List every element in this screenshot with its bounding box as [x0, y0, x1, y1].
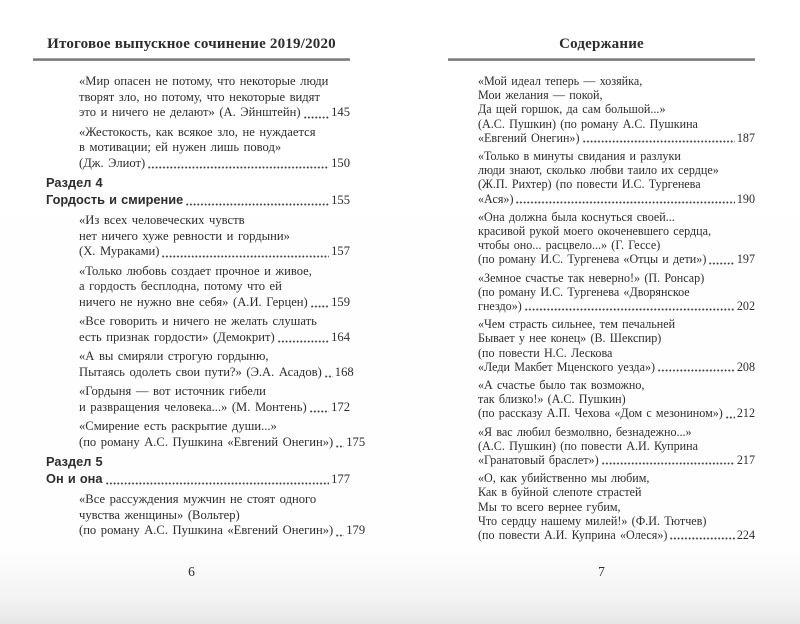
- toc-entry: [33, 264, 350, 311]
- toc-entry-end-text: есть признак гордости» (Демокрит): [79, 329, 275, 344]
- toc-line: «Только в минуты свидания и разлуки: [478, 149, 681, 164]
- toc-entry: [33, 384, 350, 415]
- dot-leader: [726, 416, 735, 419]
- toc-entry: [33, 349, 354, 380]
- toc-line-with-pageref: [79, 330, 350, 346]
- toc-entry-end-text: «Ася»): [478, 191, 514, 206]
- toc-line: Бывает у нее конец» (В. Шекспир): [478, 331, 662, 346]
- toc-entry-end-text: (по рассказу А.П. Чехова «Дом с мезонином»): [478, 406, 723, 421]
- toc-entries-right: [448, 74, 755, 542]
- toc-line: а гордость бесплодна, потому что ей: [79, 279, 282, 293]
- dot-leader: [525, 308, 735, 311]
- dot-leader: [336, 445, 344, 448]
- toc-line-with-pageref: [79, 400, 350, 416]
- toc-entry-end-text: (по повести А.И. Куприна «Олеся»): [478, 528, 668, 543]
- toc-line: нет ничего хуже ревности и гордыни»: [79, 228, 290, 243]
- toc-line: Раздел 5: [46, 454, 103, 469]
- dot-leader: [709, 262, 735, 265]
- toc-page-ref: 157: [331, 244, 350, 258]
- dot-leader: [278, 340, 329, 343]
- dot-leader: [186, 203, 329, 206]
- toc-line-with-pageref: [79, 364, 354, 381]
- toc-entry: [448, 317, 755, 374]
- toc-page-ref: 197: [736, 252, 755, 267]
- dot-leader: [516, 201, 734, 204]
- toc-line: Раздел 4: [46, 175, 103, 190]
- header-rule-left: [33, 58, 350, 61]
- dot-leader: [310, 410, 329, 413]
- page-number-right: 7: [598, 564, 605, 579]
- toc-entry-end-text: гнездо»): [478, 299, 522, 314]
- toc-entry: [448, 149, 755, 206]
- toc-page-ref: 187: [736, 130, 755, 145]
- toc-page-ref: 212: [736, 406, 755, 421]
- toc-entry: [33, 125, 350, 172]
- dot-leader: [658, 369, 735, 372]
- toc-entry-end-text: (Дж. Элиот): [79, 155, 146, 170]
- toc-line: «О, как убийственно мы любим,: [478, 471, 650, 486]
- toc-entry-end-text: Он и она: [46, 470, 103, 486]
- dot-leader: [670, 537, 734, 540]
- toc-entry-end-text: это и ничего не делают» (А. Эйнштейн): [79, 105, 301, 119]
- toc-entry: [448, 74, 755, 145]
- toc-page-ref: 175: [346, 434, 366, 449]
- toc-line: (по повести Н.С. Лескова: [478, 345, 613, 360]
- toc-line-with-pageref: [46, 192, 350, 209]
- toc-page-ref: 145: [331, 105, 350, 119]
- toc-entry: [448, 425, 755, 468]
- toc-section: [33, 454, 350, 487]
- dot-leader: [148, 166, 329, 169]
- toc-line: «Мир опасен не потому, что некоторые люди: [79, 74, 329, 88]
- toc-entry: [33, 492, 366, 539]
- toc-entry: [448, 378, 755, 421]
- dot-leader: [106, 482, 330, 485]
- toc-entry-end-text: ничего не нужно вне себя» (А.И. Герцен): [79, 294, 308, 309]
- toc-line-with-pageref: [478, 528, 755, 542]
- toc-line: Мы то всего вернее губим,: [478, 499, 621, 514]
- page-right: [448, 36, 755, 608]
- toc-line: (Ж.П. Рихтер) (по повести И.С. Тургенева: [478, 177, 701, 192]
- toc-line: люди знают, сколько любви таило их сердце»: [478, 163, 719, 178]
- toc-line-with-pageref: [478, 252, 755, 266]
- toc-page-ref: 202: [736, 299, 755, 314]
- toc-line: «А вы смиряли строгую гордыню,: [79, 349, 269, 363]
- toc-section: [33, 175, 350, 208]
- toc-line-with-pageref: [79, 434, 366, 451]
- toc-entry-end-text: Пытаясь одолеть свои пути?» (Э.А. Асадов): [79, 364, 322, 379]
- toc-line: «Мой идеал теперь — хозяйка,: [478, 74, 643, 88]
- toc-line: Да щей горшок, да сам большой...»: [478, 102, 666, 117]
- toc-line-with-pageref: [478, 299, 755, 313]
- toc-line: Что сердцу нашему милей!» (Ф.И. Тютчев): [478, 513, 707, 528]
- toc-page-ref: 168: [334, 364, 354, 379]
- dot-leader: [602, 462, 735, 465]
- toc-line: чувства женщины» (Вольтер): [79, 507, 240, 522]
- toc-entry: [33, 419, 366, 450]
- toc-entry: [33, 213, 350, 260]
- toc-line-with-pageref: [478, 360, 755, 374]
- toc-line-with-pageref: [46, 471, 350, 488]
- toc-line: (по роману И.С. Тургенева «Дворянское: [478, 284, 690, 299]
- toc-line-with-pageref: [79, 295, 350, 311]
- running-head-left: Итоговое выпускное сочинение 2019/2020: [47, 36, 336, 52]
- dot-leader: [311, 305, 329, 308]
- toc-line: «Из всех человеческих чувств: [79, 213, 245, 227]
- page-number-left: 6: [188, 564, 195, 579]
- toc-entry-end-text: (Х. Мураками): [79, 244, 160, 258]
- toc-line: «Я вас любил безмолвно, безнадежно...»: [478, 424, 692, 439]
- toc-entry-end-text: Гордость и смирение: [46, 191, 184, 207]
- toc-page-ref: 150: [331, 155, 350, 170]
- toc-line: так близко!» (А.С. Пушкин): [478, 392, 626, 407]
- dot-leader: [304, 116, 330, 119]
- toc-line: Мои желания — покой,: [478, 88, 603, 103]
- toc-line-with-pageref: [478, 131, 755, 145]
- toc-entry: [448, 210, 755, 267]
- toc-line: «Гордыня — вот источник гибели: [79, 384, 266, 398]
- toc-line: «Жестокость, как всякое зло, не нуждается: [79, 124, 316, 139]
- toc-page-ref: 190: [736, 191, 755, 206]
- toc-entry-end-text: «Гранатовый браслет»): [478, 453, 599, 468]
- toc-entry-end-text: (по роману И.С. Тургенева «Отцы и дети»): [478, 252, 707, 267]
- toc-entry: [448, 271, 755, 314]
- toc-line: (А.С. Пушкин) (по роману А.С. Пушкина: [478, 116, 698, 131]
- toc-page-ref: 177: [331, 471, 350, 486]
- toc-page-ref: 164: [331, 329, 350, 344]
- toc-line: в мотивации; ей нужен лишь повод»: [79, 140, 282, 154]
- dot-leader: [162, 255, 329, 258]
- toc-line: «Земное счастье так неверно!» (П. Ронсар): [478, 270, 705, 285]
- toc-line: «Все рассуждения мужчин не стоят одного: [79, 492, 317, 506]
- toc-line-with-pageref: [478, 192, 755, 206]
- toc-page-ref: 208: [736, 359, 755, 374]
- toc-line-with-pageref: [79, 523, 366, 539]
- running-head-right: Содержание: [559, 36, 644, 52]
- toc-line-with-pageref: [79, 244, 350, 260]
- toc-entry-end-text: (по роману А.С. Пушкина «Евгений Онегин»): [79, 523, 334, 537]
- toc-line-with-pageref: [79, 105, 350, 121]
- toc-line: «Смирение есть раскрытие души...»: [79, 419, 277, 433]
- dot-leader: [325, 375, 333, 378]
- toc-page-ref: 172: [331, 399, 350, 414]
- toc-page-ref: 159: [331, 294, 350, 309]
- toc-entries-left: [33, 74, 366, 539]
- toc-line: «Она должна была коснуться своей...: [478, 209, 675, 224]
- toc-line: «Только любовь создает прочное и живое,: [79, 263, 312, 278]
- toc-entry-end-text: «Леди Макбет Мценского уезда»): [478, 359, 656, 374]
- toc-page-ref: 155: [331, 192, 350, 207]
- dot-leader: [336, 534, 344, 537]
- toc-line: «А счастье было так возможно,: [478, 378, 645, 393]
- toc-page-ref: 217: [736, 453, 755, 468]
- toc-entry-end-text: и развращения человека...» (М. Монтень): [79, 399, 307, 414]
- dot-leader: [583, 140, 735, 143]
- toc-line: Как в буйной слепоте страстей: [478, 485, 642, 500]
- header-rule-right: [448, 58, 755, 61]
- toc-line: чтобы оно... расцвело...» (Г. Гессе): [478, 238, 661, 253]
- toc-line: «Все говорить и ничего не желать слушать: [79, 314, 317, 328]
- toc-line: красивой рукой моего окоченевшего сердца,: [478, 224, 712, 239]
- toc-page-ref: 224: [736, 528, 755, 543]
- toc-entry-end-text: (по роману А.С. Пушкина «Евгений Онегин»): [79, 434, 334, 449]
- toc-line: творят зло, но потому, что некоторые видят: [79, 89, 320, 104]
- toc-page-ref: 179: [346, 523, 366, 537]
- toc-entry: [448, 471, 755, 542]
- page-left: [33, 36, 366, 608]
- toc-line-with-pageref: [478, 406, 755, 420]
- toc-line: (А.С. Пушкин) (по повести А.И. Куприна: [478, 438, 698, 453]
- toc-line-with-pageref: [79, 156, 350, 172]
- toc-entry: [33, 314, 350, 345]
- toc-line: «Чем страсть сильнее, тем печальней: [478, 317, 676, 332]
- toc-entry: [33, 74, 350, 121]
- toc-line-with-pageref: [478, 453, 755, 467]
- toc-entry-end-text: «Евгений Онегин»): [478, 130, 580, 145]
